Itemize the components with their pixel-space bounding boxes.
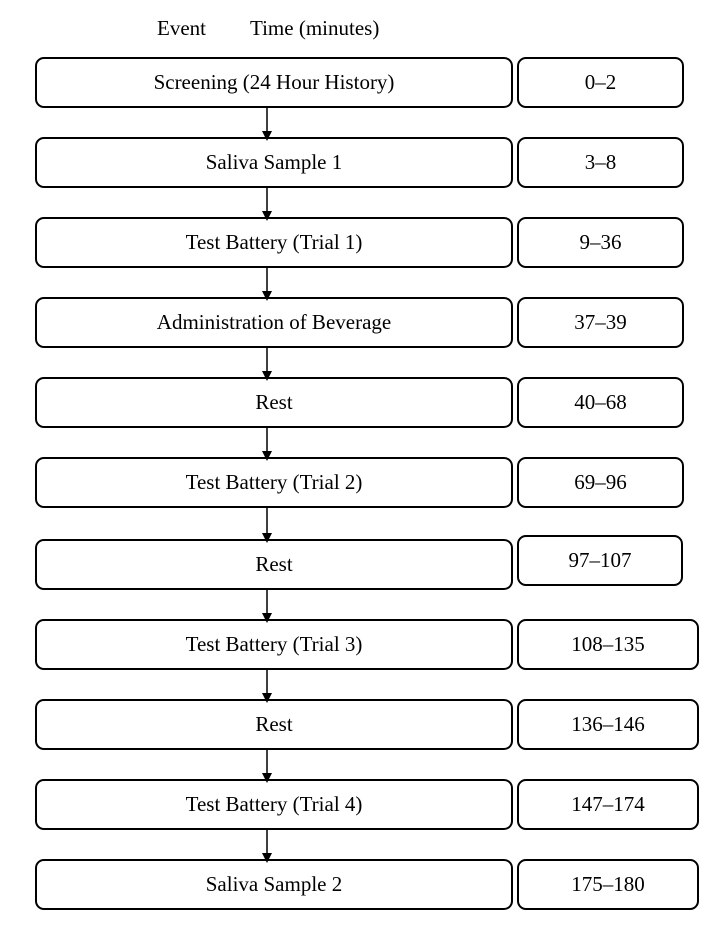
event-label: Screening (24 Hour History) (153, 70, 395, 94)
time-label: 108–135 (571, 632, 645, 656)
time-label: 69–96 (574, 470, 627, 494)
event-label: Saliva Sample 2 (205, 872, 343, 896)
time-label: 3–8 (584, 150, 617, 174)
time-label: 97–107 (568, 548, 632, 572)
time-label: 0–2 (584, 70, 617, 94)
event-label: Rest (255, 390, 293, 414)
event-label: Administration of Beverage (156, 310, 392, 334)
event-label: Test Battery (Trial 1) (185, 230, 363, 254)
time-label: 37–39 (574, 310, 627, 334)
event-label: Test Battery (Trial 2) (185, 470, 363, 494)
event-label: Test Battery (Trial 4) (185, 792, 363, 816)
event-label: Rest (255, 712, 293, 736)
time-label: 147–174 (571, 792, 645, 816)
time-label: 175–180 (571, 872, 645, 896)
time-label: 40–68 (574, 390, 627, 414)
time-label: 9–36 (579, 230, 622, 254)
event-label: Test Battery (Trial 3) (185, 632, 363, 656)
time-label: 136–146 (571, 712, 645, 736)
time-column-header: Time (minutes) (250, 16, 380, 40)
event-column-header: Event (157, 16, 206, 40)
event-label: Saliva Sample 1 (205, 150, 343, 174)
event-label: Rest (255, 552, 293, 576)
